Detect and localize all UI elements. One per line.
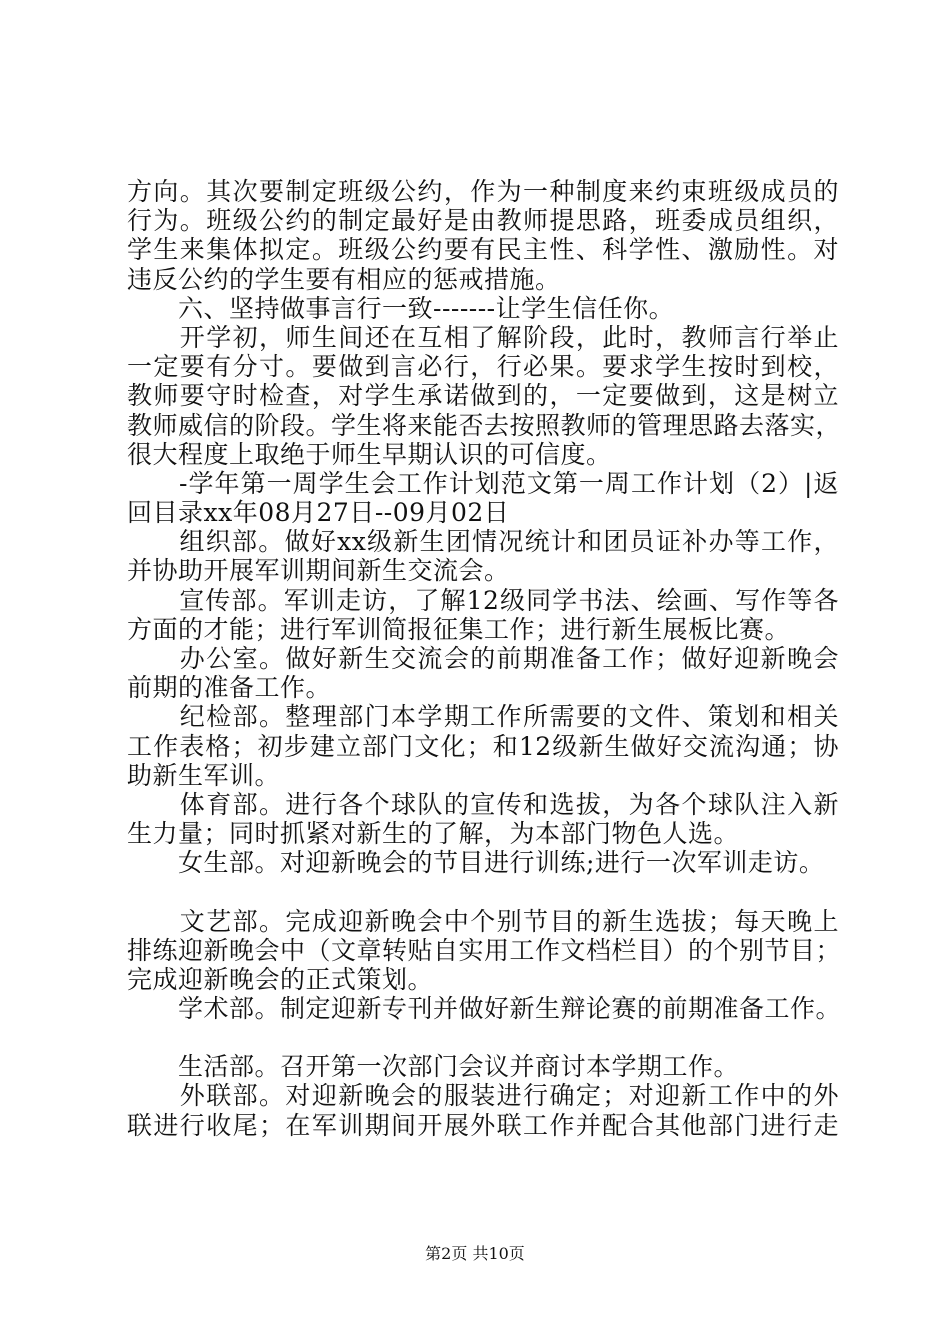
text-line: 方面的才能；进行军训简报征集工作；进行新生展板比赛。 (127, 614, 791, 644)
text-line: 联进行收尾；在军训期间开展外联工作并配合其他部门进行走 (127, 1110, 839, 1140)
text-line: 纪检部。整理部门本学期工作所需要的文件、策划和相关 (127, 702, 839, 732)
text-line: 违反公约的学生要有相应的惩戒措施。 (127, 264, 561, 294)
text-line: 教师威信的阶段。学生将来能否去按照教师的管理思路去落实， (127, 410, 842, 440)
text-line: 外联部。对迎新晚会的服装进行确定；对迎新工作中的外 (127, 1081, 839, 1111)
text-line: 很大程度上取绝于师生早期认识的可信度。 (127, 439, 612, 469)
text-line: 文艺部。完成迎新晚会中个别节目的新生选拔；每天晚上 (127, 906, 839, 936)
document-body (127, 177, 842, 1140)
text-line: 生力量；同时抓紧对新生的了解，为本部门物色人选。 (127, 819, 740, 849)
text-line: 工作表格；初步建立部门文化；和12级新生做好交流沟通；协 (127, 731, 839, 761)
text-line: 组织部。做好xx级新生团情况统计和团员证补办等工作， (127, 527, 839, 557)
text-line: 回目录xx年08月27日--09月02日 (127, 498, 510, 528)
text-line: 宣传部。军训走访，了解12级同学书法、绘画、写作等各 (127, 585, 839, 615)
page-number: 第2页 共10页 (425, 1244, 525, 1263)
text-line: 生活部。召开第一次部门会议并商讨本学期工作。 (127, 1052, 740, 1082)
text-line: 并协助开展军训期间新生交流会。 (127, 556, 510, 586)
text-line: 排练迎新晚会中（文章转贴自实用工作文档栏目）的个别节目； (127, 935, 842, 965)
text-line: 一定要有分寸。要做到言必行，行必果。要求学生按时到校， (127, 352, 839, 382)
text-line: 助新生军训。 (127, 760, 281, 790)
text-line: 体育部。进行各个球队的宣传和选拔，为各个球队注入新 (127, 789, 839, 819)
text-line: 女生部。对迎新晚会的节目进行训练;进行一次军训走访。 (127, 848, 825, 878)
text-line: 方向。其次要制定班级公约，作为一种制度来约束班级成员的 (127, 177, 839, 206)
text-line: -学年第一周学生会工作计划范文第一周工作计划（2）|返 (127, 468, 839, 498)
page-footer (0, 1244, 950, 1264)
text-line: 办公室。做好新生交流会的前期准备工作；做好迎新晚会 (127, 644, 839, 673)
text-line: 开学初，师生间还在互相了解阶段，此时，教师言行举止 (127, 322, 839, 352)
text-line: 学术部。制定迎新专刊并做好新生辩论赛的前期准备工作。 (127, 994, 842, 1024)
text-line: 教师要守时检查，对学生承诺做到的，一定要做到，这是树立 (127, 381, 839, 411)
text-line: 前期的准备工作。 (127, 673, 332, 703)
text-line: 完成迎新晚会的正式策划。 (127, 964, 434, 994)
text-line: 六、坚持做事言行一致-------让学生信任你。 (127, 293, 675, 323)
text-line: 行为。班级公约的制定最好是由教师提思路，班委成员组织， (127, 206, 839, 236)
text-line: 学生来集体拟定。班级公约要有民主性、科学性、激励性。对 (127, 235, 839, 265)
